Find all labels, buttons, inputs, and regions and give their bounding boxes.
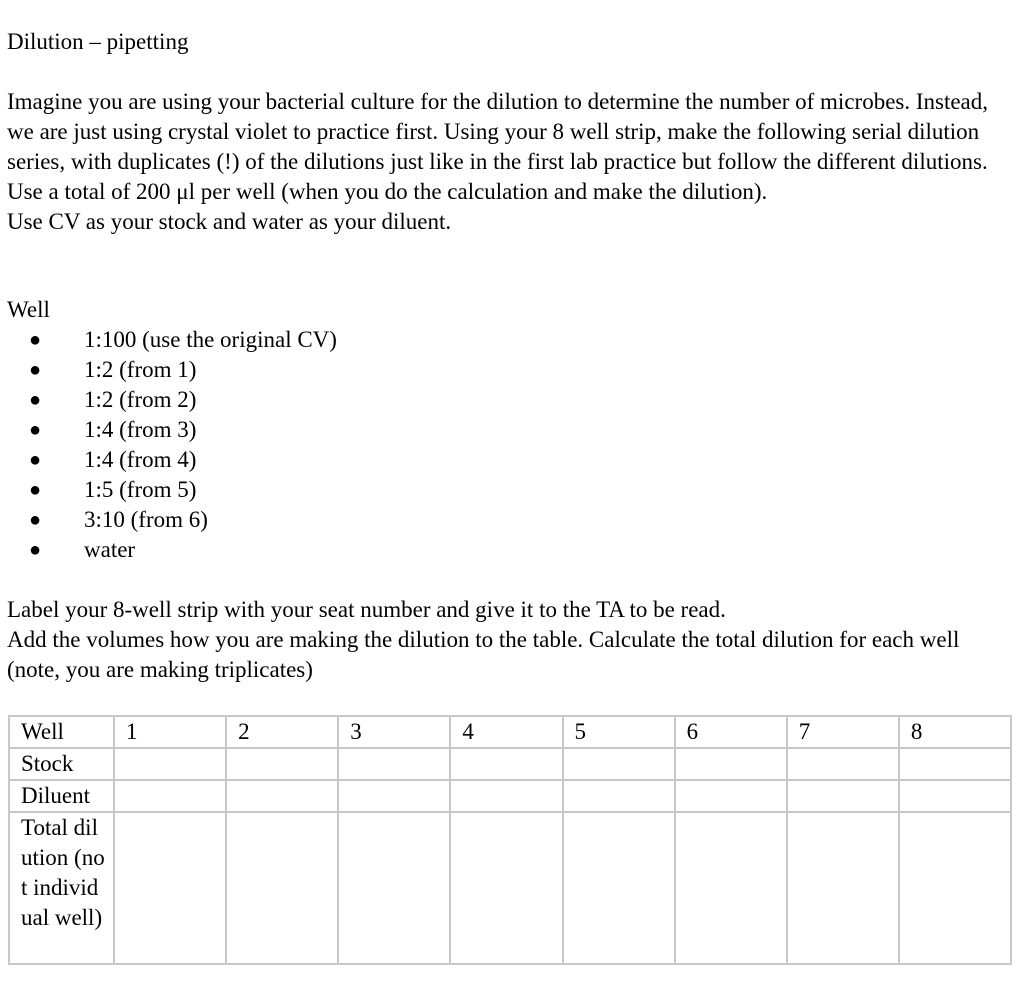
row-label-stock: Stock xyxy=(9,748,114,780)
dilution-text: 1:2 (from 1) xyxy=(84,357,197,382)
bullet-icon: ● xyxy=(29,479,42,501)
total-cell-8[interactable] xyxy=(899,812,1011,964)
diluent-cell-3[interactable] xyxy=(338,780,450,812)
header-well-1: 1 xyxy=(114,716,226,748)
dilution-table xyxy=(8,715,1012,965)
diluent-cell-2[interactable] xyxy=(226,780,338,812)
stock-cell-8[interactable] xyxy=(899,748,1011,780)
bullet-icon: ● xyxy=(29,539,42,561)
bullet-icon: ● xyxy=(29,329,42,351)
header-well-8: 8 xyxy=(899,716,1011,748)
dilution-text: 1:100 (use the original CV) xyxy=(84,327,337,352)
stock-cell-6[interactable] xyxy=(675,748,787,780)
row-label-total-dilution: Total dilution (not individual well) xyxy=(9,812,114,964)
total-cell-5[interactable] xyxy=(563,812,675,964)
total-cell-7[interactable] xyxy=(787,812,899,964)
bullet-icon: ● xyxy=(29,509,42,531)
page-title: Dilution – pipetting xyxy=(7,29,189,54)
diluent-cell-7[interactable] xyxy=(787,780,899,812)
diluent-cell-4[interactable] xyxy=(450,780,562,812)
stock-cell-2[interactable] xyxy=(226,748,338,780)
diluent-cell-8[interactable] xyxy=(899,780,1011,812)
dilution-text: 1:4 (from 4) xyxy=(84,447,197,472)
total-cell-4[interactable] xyxy=(450,812,562,964)
stock-cell-5[interactable] xyxy=(563,748,675,780)
table-row-stock xyxy=(9,748,1011,780)
dilution-text: 1:5 (from 5) xyxy=(84,477,197,502)
row-label-diluent: Diluent xyxy=(9,780,114,812)
stock-cell-7[interactable] xyxy=(787,748,899,780)
dilution-text: 1:2 (from 2) xyxy=(84,387,197,412)
bullet-icon: ● xyxy=(29,419,42,441)
label-instruction: Label your 8-well strip with your seat number and give it to the TA to be read. xyxy=(7,597,726,622)
bullet-icon: ● xyxy=(29,449,42,471)
stock-cell-1[interactable] xyxy=(114,748,226,780)
dilution-text: 1:4 (from 3) xyxy=(84,417,197,442)
bullet-icon: ● xyxy=(29,359,42,381)
total-cell-2[interactable] xyxy=(226,812,338,964)
total-cell-3[interactable] xyxy=(338,812,450,964)
header-well-7: 7 xyxy=(787,716,899,748)
header-well-label: Well xyxy=(9,716,114,748)
total-cell-6[interactable] xyxy=(675,812,787,964)
table-header-row xyxy=(9,716,1011,748)
header-well-4: 4 xyxy=(450,716,562,748)
diluent-cell-1[interactable] xyxy=(114,780,226,812)
intro-paragraph: Imagine you are using your bacterial culture for the dilution to determine the number of microbes. Instead, we are just using crystal violet to practice first. Using your 8 well strip, make the following serial dilution series, with duplicates (!) of the dilutions just like in the first lab practice but follow the different dilutions. Use a total of 200 μl per well (when you do the calculation and make the dilution). xyxy=(7,89,989,204)
header-well-5: 5 xyxy=(563,716,675,748)
volumes-instruction: Add the volumes how you are making the dilution to the table. Calculate the total dilution for each well (note, you are making triplicates) xyxy=(7,627,960,682)
table-row-diluent xyxy=(9,780,1011,812)
stock-diluent-line: Use CV as your stock and water as your diluent. xyxy=(7,209,452,234)
well-list-heading: Well xyxy=(7,297,50,322)
header-well-6: 6 xyxy=(675,716,787,748)
dilution-text: 3:10 (from 6) xyxy=(84,507,208,532)
stock-cell-3[interactable] xyxy=(338,748,450,780)
intro-section xyxy=(7,87,1007,237)
total-cell-1[interactable] xyxy=(114,812,226,964)
diluent-cell-5[interactable] xyxy=(563,780,675,812)
dilution-text: water xyxy=(84,537,136,562)
stock-cell-4[interactable] xyxy=(450,748,562,780)
bullet-icon: ● xyxy=(29,389,42,411)
header-well-2: 2 xyxy=(226,716,338,748)
header-well-3: 3 xyxy=(338,716,450,748)
diluent-cell-6[interactable] xyxy=(675,780,787,812)
table-row-total-dilution xyxy=(9,812,1011,964)
instructions-section xyxy=(7,595,1007,685)
